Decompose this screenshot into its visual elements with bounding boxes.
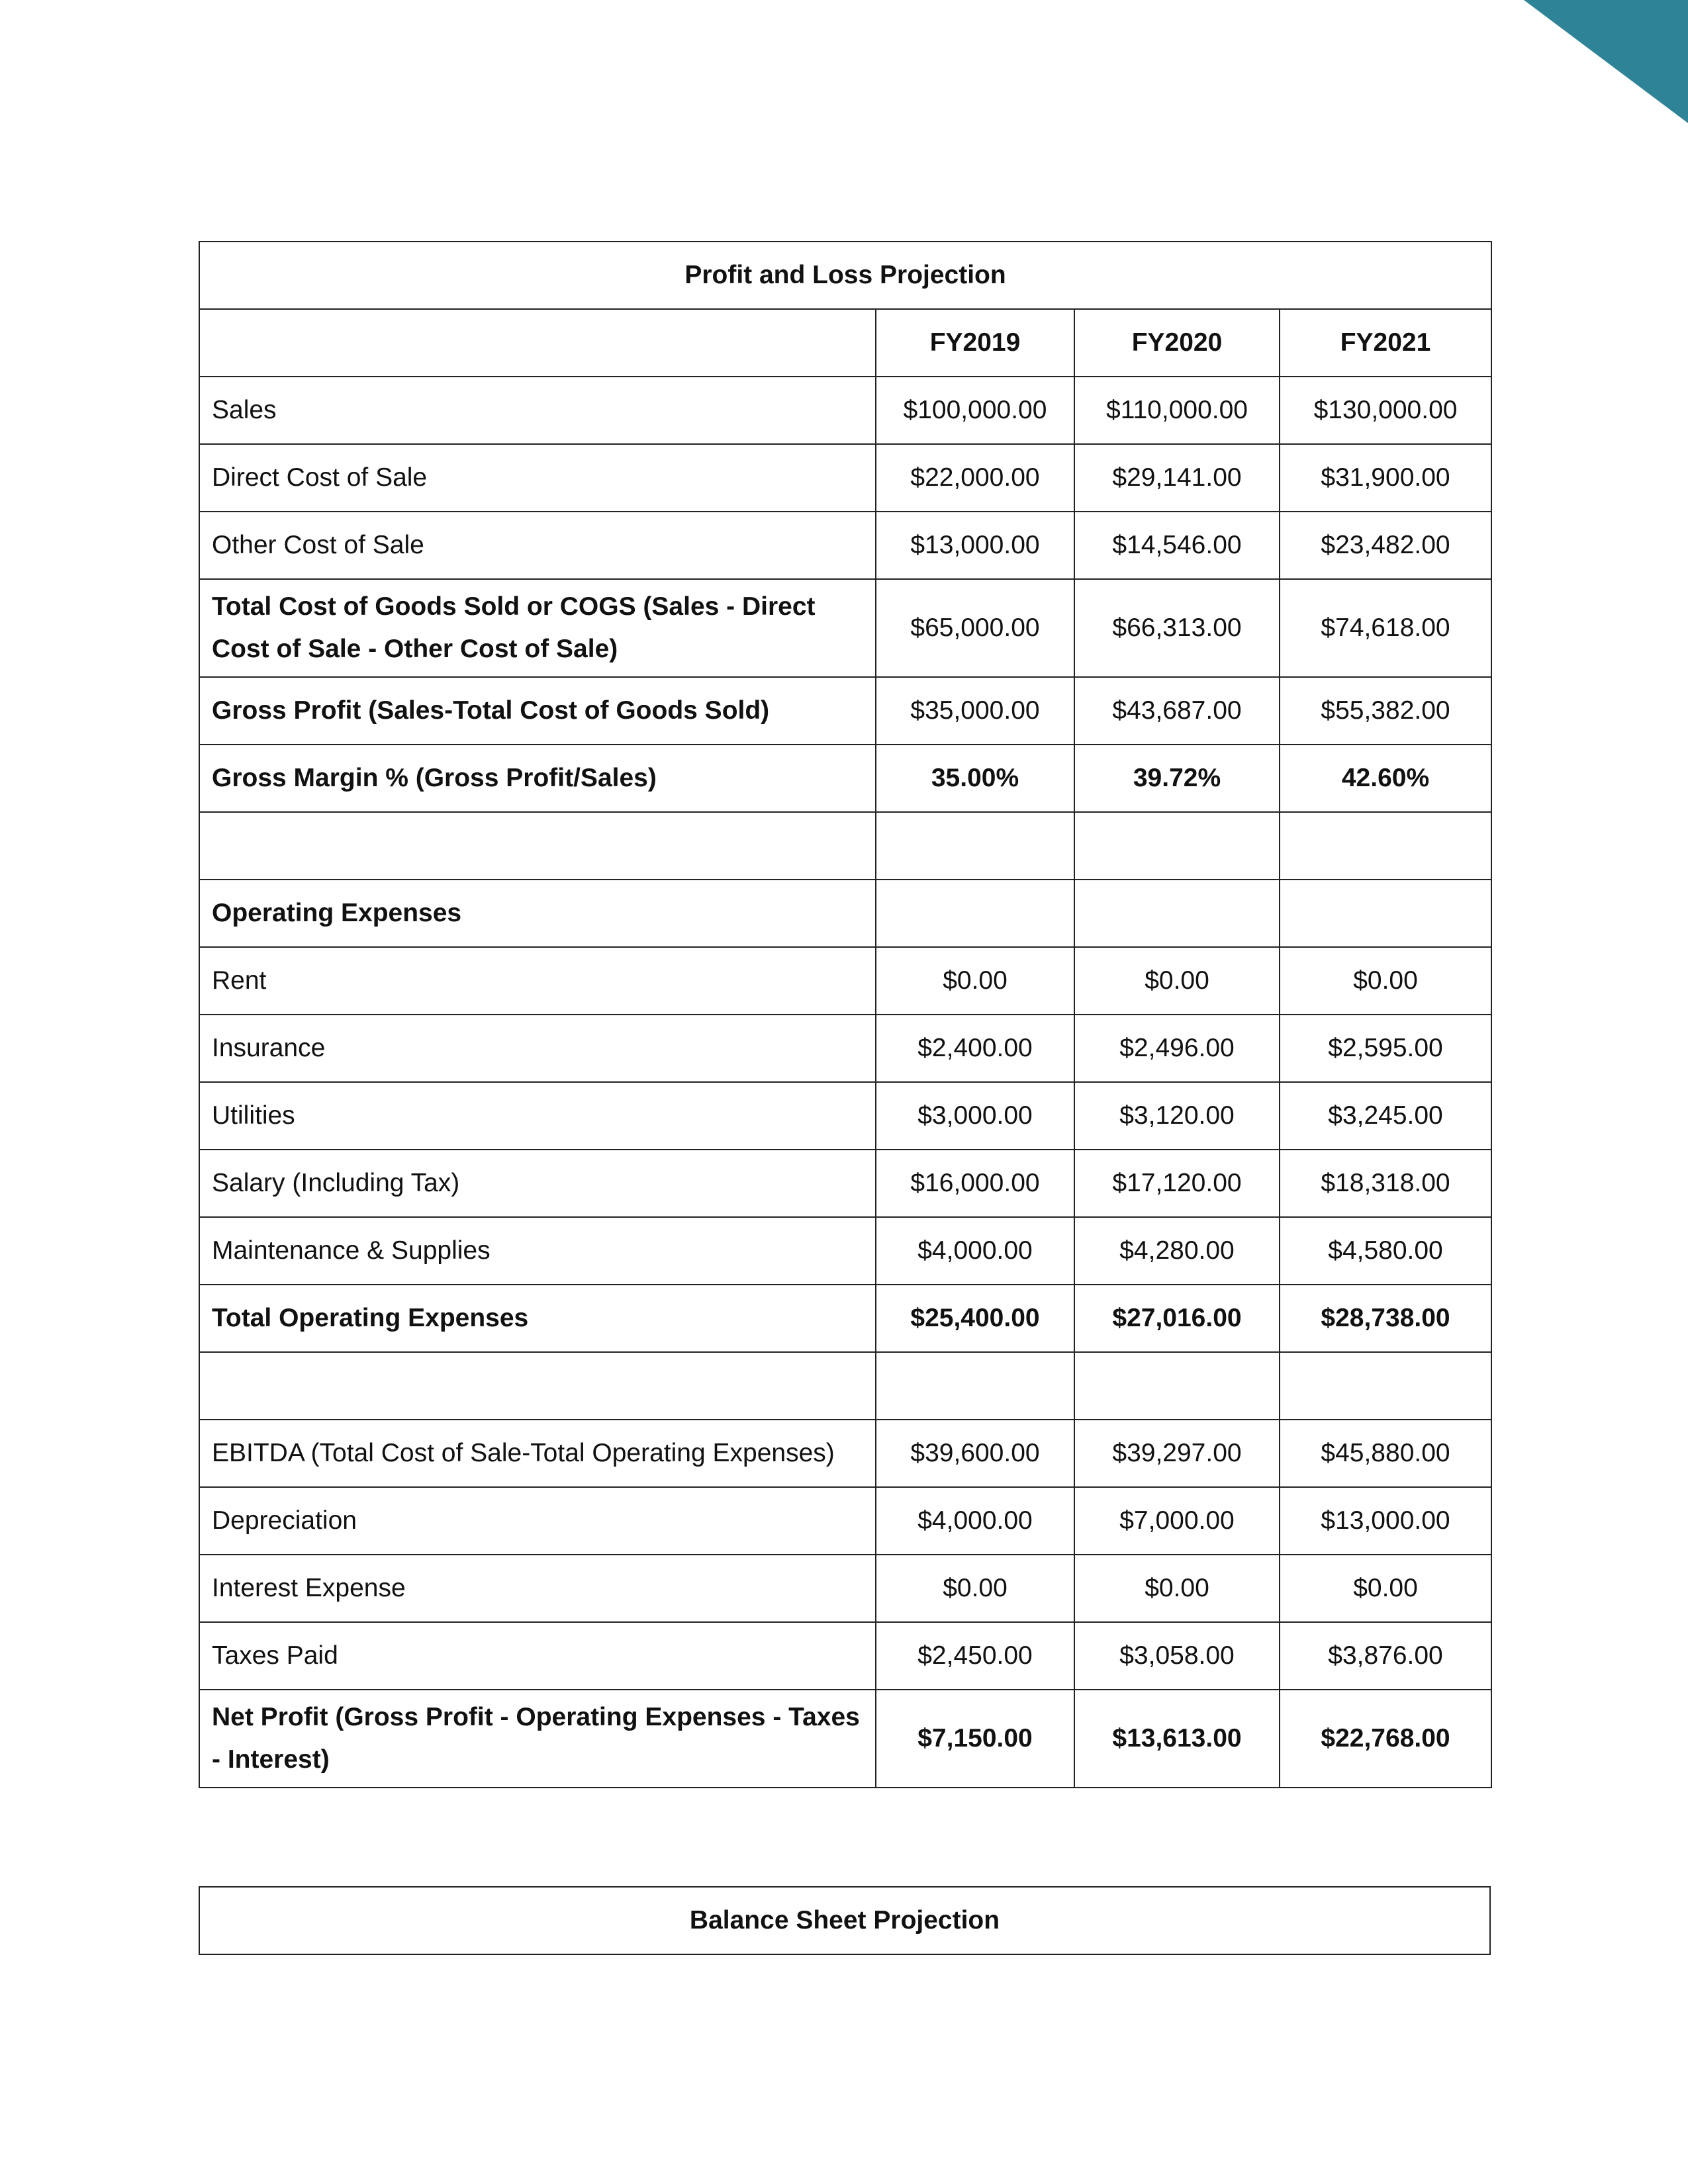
row-label [199, 1352, 876, 1420]
cell-fy2019: $4,000.00 [876, 1217, 1074, 1285]
balance-sheet-table [199, 1886, 1491, 1955]
cell-fy2021: $22,768.00 [1280, 1690, 1491, 1788]
table-title: Balance Sheet Projection [199, 1887, 1490, 1954]
cell-fy2019: $39,600.00 [876, 1420, 1074, 1487]
cell-fy2019: $16,000.00 [876, 1150, 1074, 1217]
cell-fy2020 [1074, 1352, 1280, 1420]
cell-fy2020: $43,687.00 [1074, 677, 1280, 745]
row-label: Utilities [199, 1082, 876, 1150]
corner-accent-triangle [1524, 0, 1688, 123]
cell-fy2020 [1074, 880, 1280, 947]
row-label: Operating Expenses [199, 880, 876, 947]
cell-fy2020: $2,496.00 [1074, 1015, 1280, 1082]
cell-fy2019: $2,450.00 [876, 1622, 1074, 1690]
row-interest-expense [199, 1555, 1491, 1622]
cell-fy2019: $3,000.00 [876, 1082, 1074, 1150]
row-label: Gross Profit (Sales-Total Cost of Goods Sold) [199, 677, 876, 745]
row-maintenance-supplies [199, 1217, 1491, 1285]
row-label: Salary (Including Tax) [199, 1150, 876, 1217]
column-header-row [199, 309, 1491, 377]
profit-loss-table [199, 241, 1492, 1788]
cell-fy2020: $39,297.00 [1074, 1420, 1280, 1487]
cell-fy2019 [876, 880, 1074, 947]
row-label: EBITDA (Total Cost of Sale-Total Operating Expenses) [199, 1420, 876, 1487]
cell-fy2021: $18,318.00 [1280, 1150, 1491, 1217]
row-label: Direct Cost of Sale [199, 444, 876, 512]
cell-fy2021: $130,000.00 [1280, 377, 1491, 444]
row-insurance [199, 1015, 1491, 1082]
cell-fy2020: $7,000.00 [1074, 1487, 1280, 1555]
row-label: Total Operating Expenses [199, 1285, 876, 1352]
row-label: Rent [199, 947, 876, 1015]
column-header-fy2020: FY2020 [1074, 309, 1280, 377]
row-gross-profit [199, 677, 1491, 745]
row-utilities [199, 1082, 1491, 1150]
cell-fy2019: $22,000.00 [876, 444, 1074, 512]
cell-fy2020: $17,120.00 [1074, 1150, 1280, 1217]
row-depreciation [199, 1487, 1491, 1555]
row-label: Insurance [199, 1015, 876, 1082]
cell-fy2020: $27,016.00 [1074, 1285, 1280, 1352]
column-header-empty [199, 309, 876, 377]
row-label: Other Cost of Sale [199, 512, 876, 579]
row-label: Taxes Paid [199, 1622, 876, 1690]
row-direct-cost-of-sale [199, 444, 1491, 512]
cell-fy2019: 35.00% [876, 745, 1074, 812]
cell-fy2019: $4,000.00 [876, 1487, 1074, 1555]
row-label: Net Profit (Gross Profit - Operating Expenses - Taxes - Interest) [199, 1690, 876, 1788]
cell-fy2020: $29,141.00 [1074, 444, 1280, 512]
row-salary [199, 1150, 1491, 1217]
cell-fy2019: $25,400.00 [876, 1285, 1074, 1352]
row-label: Interest Expense [199, 1555, 876, 1622]
cell-fy2021: $45,880.00 [1280, 1420, 1491, 1487]
cell-fy2021: $2,595.00 [1280, 1015, 1491, 1082]
row-label: Sales [199, 377, 876, 444]
cell-fy2020 [1074, 812, 1280, 880]
cell-fy2020: $0.00 [1074, 1555, 1280, 1622]
column-header-fy2021: FY2021 [1280, 309, 1491, 377]
cell-fy2021: $23,482.00 [1280, 512, 1491, 579]
row-rent [199, 947, 1491, 1015]
cell-fy2021: $74,618.00 [1280, 579, 1491, 677]
cell-fy2019: $35,000.00 [876, 677, 1074, 745]
cell-fy2021 [1280, 812, 1491, 880]
cell-fy2020: $3,120.00 [1074, 1082, 1280, 1150]
cell-fy2020: $13,613.00 [1074, 1690, 1280, 1788]
cell-fy2021: $28,738.00 [1280, 1285, 1491, 1352]
cell-fy2019: $2,400.00 [876, 1015, 1074, 1082]
row-label: Maintenance & Supplies [199, 1217, 876, 1285]
cell-fy2021: $3,245.00 [1280, 1082, 1491, 1150]
cell-fy2020: $0.00 [1074, 947, 1280, 1015]
cell-fy2020: $3,058.00 [1074, 1622, 1280, 1690]
cell-fy2019: $0.00 [876, 1555, 1074, 1622]
cell-fy2019: $65,000.00 [876, 579, 1074, 677]
row-taxes-paid [199, 1622, 1491, 1690]
cell-fy2021 [1280, 1352, 1491, 1420]
row-label: Total Cost of Goods Sold or COGS (Sales - Direct Cost of Sale - Other Cost of Sale) [199, 579, 876, 677]
cell-fy2020: $110,000.00 [1074, 377, 1280, 444]
row-label [199, 812, 876, 880]
row-gross-margin [199, 745, 1491, 812]
cell-fy2019 [876, 812, 1074, 880]
cell-fy2019: $13,000.00 [876, 512, 1074, 579]
row-net-profit [199, 1690, 1491, 1788]
cell-fy2019: $100,000.00 [876, 377, 1074, 444]
cell-fy2020: $66,313.00 [1074, 579, 1280, 677]
row-other-cost-of-sale [199, 512, 1491, 579]
cell-fy2020: $14,546.00 [1074, 512, 1280, 579]
cell-fy2021: $3,876.00 [1280, 1622, 1491, 1690]
cell-fy2019 [876, 1352, 1074, 1420]
row-spacer [199, 1352, 1491, 1420]
cell-fy2021: $0.00 [1280, 1555, 1491, 1622]
cell-fy2020: 39.72% [1074, 745, 1280, 812]
row-sales [199, 377, 1491, 444]
table-title-row [199, 242, 1491, 309]
cell-fy2020: $4,280.00 [1074, 1217, 1280, 1285]
row-label: Gross Margin % (Gross Profit/Sales) [199, 745, 876, 812]
row-total-cogs [199, 579, 1491, 677]
column-header-fy2019: FY2019 [876, 309, 1074, 377]
cell-fy2019: $7,150.00 [876, 1690, 1074, 1788]
cell-fy2021: 42.60% [1280, 745, 1491, 812]
row-total-operating-expenses [199, 1285, 1491, 1352]
cell-fy2021: $55,382.00 [1280, 677, 1491, 745]
row-operating-expenses-heading [199, 880, 1491, 947]
table-title-row [199, 1887, 1490, 1954]
row-spacer [199, 812, 1491, 880]
cell-fy2021 [1280, 880, 1491, 947]
cell-fy2021: $13,000.00 [1280, 1487, 1491, 1555]
cell-fy2021: $4,580.00 [1280, 1217, 1491, 1285]
row-ebitda [199, 1420, 1491, 1487]
table-title: Profit and Loss Projection [199, 242, 1491, 309]
cell-fy2019: $0.00 [876, 947, 1074, 1015]
cell-fy2021: $31,900.00 [1280, 444, 1491, 512]
row-label: Depreciation [199, 1487, 876, 1555]
cell-fy2021: $0.00 [1280, 947, 1491, 1015]
